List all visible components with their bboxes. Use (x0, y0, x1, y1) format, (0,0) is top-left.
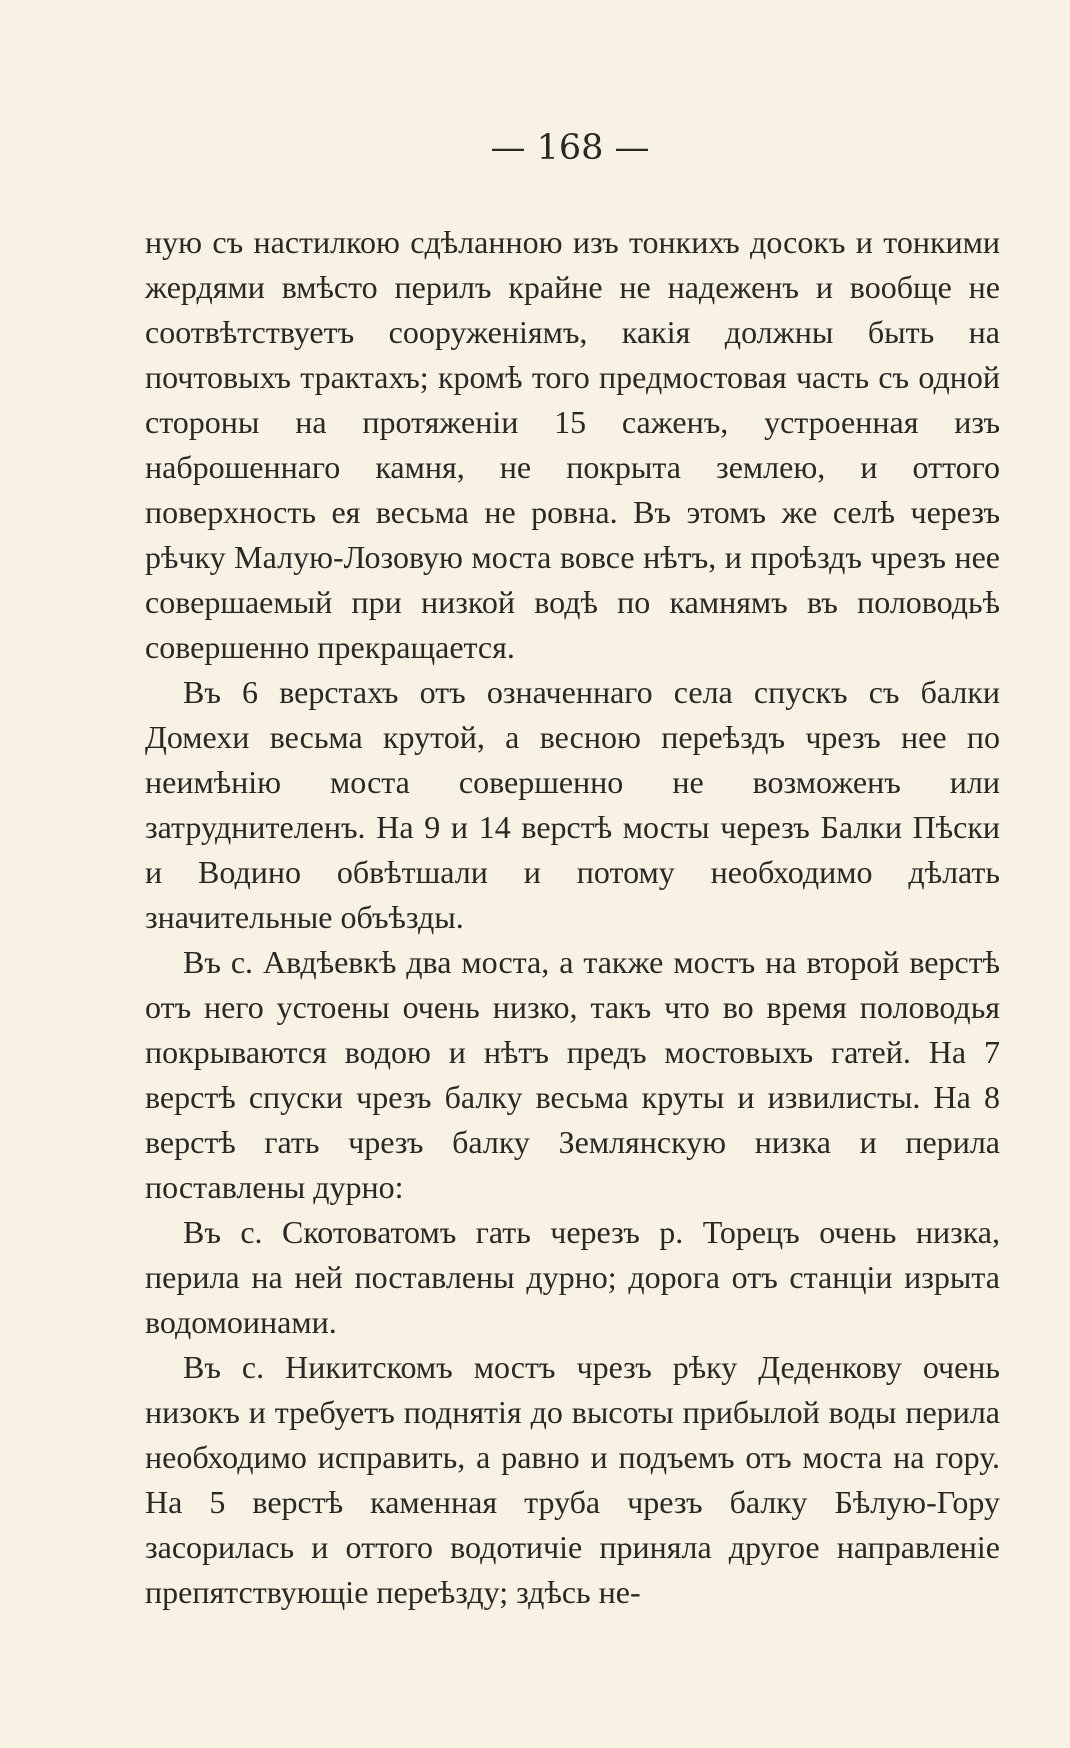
page-number: — 168 — (490, 128, 650, 168)
body-text (145, 220, 1000, 1615)
paragraph-1: ную съ настилкою сдѣланною изъ тонкихъ досокъ и тонкими жердями вмѣсто перилъ крайне не надеженъ и вообще не соотвѣтствуетъ сооруженіямъ, какія должны быть на почтовыхъ трактахъ; кромѣ того предмостовая часть съ одной стороны на протяженіи 15 саженъ, устроенная изъ наброшеннаго камня, не покрыта землею, и оттого поверхность ея весьма не ровна. Въ этомъ же селѣ черезъ рѣчку Малую-Лозовую моста вовсе нѣтъ, и проѣздъ чрезъ нее совершаемый при низкой водѣ по камнямъ въ половодьѣ совершенно прекращается. (145, 224, 1000, 665)
paragraph-5: Въ с. Никитскомъ мостъ чрезъ рѣку Деденкову очень низокъ и требуетъ поднятія до высоты прибылой воды перила необходимо исправить, а равно и подъемъ отъ моста на гору. На 5 верстѣ каменная труба чрезъ балку Бѣлую-Гору засорилась и оттого водотичіе приняла другое направленіе препятствующіе переѣзду; здѣсь не- (145, 1349, 1000, 1610)
paragraph-2: Въ 6 верстахъ отъ означеннаго села спускъ съ балки Домехи весьма крутой, а весною переѣздъ чрезъ нее по неимѣнію моста совершенно не возможенъ или затруднителенъ. На 9 и 14 верстѣ мосты черезъ Балки Пѣски и Водино обвѣтшали и потому необходимо дѣлать значительные объѣзды. (145, 674, 1000, 935)
paragraph-4: Въ с. Скотоватомъ гать черезъ р. Торецъ очень низка, перила на ней поставлены дурно; дорога отъ станціи изрыта водомоинами. (145, 1214, 1000, 1340)
paragraph-3: Въ с. Авдѣевкѣ два моста, а также мостъ на второй верстѣ отъ него устоены очень низко, такъ что во время половодья покрываются водою и нѣтъ предъ мостовыхъ гатей. На 7 верстѣ спуски чрезъ балку весьма круты и извилисты. На 8 верстѣ гать чрезъ балку Землянскую низка и перила поставлены дурно: (145, 944, 1000, 1205)
